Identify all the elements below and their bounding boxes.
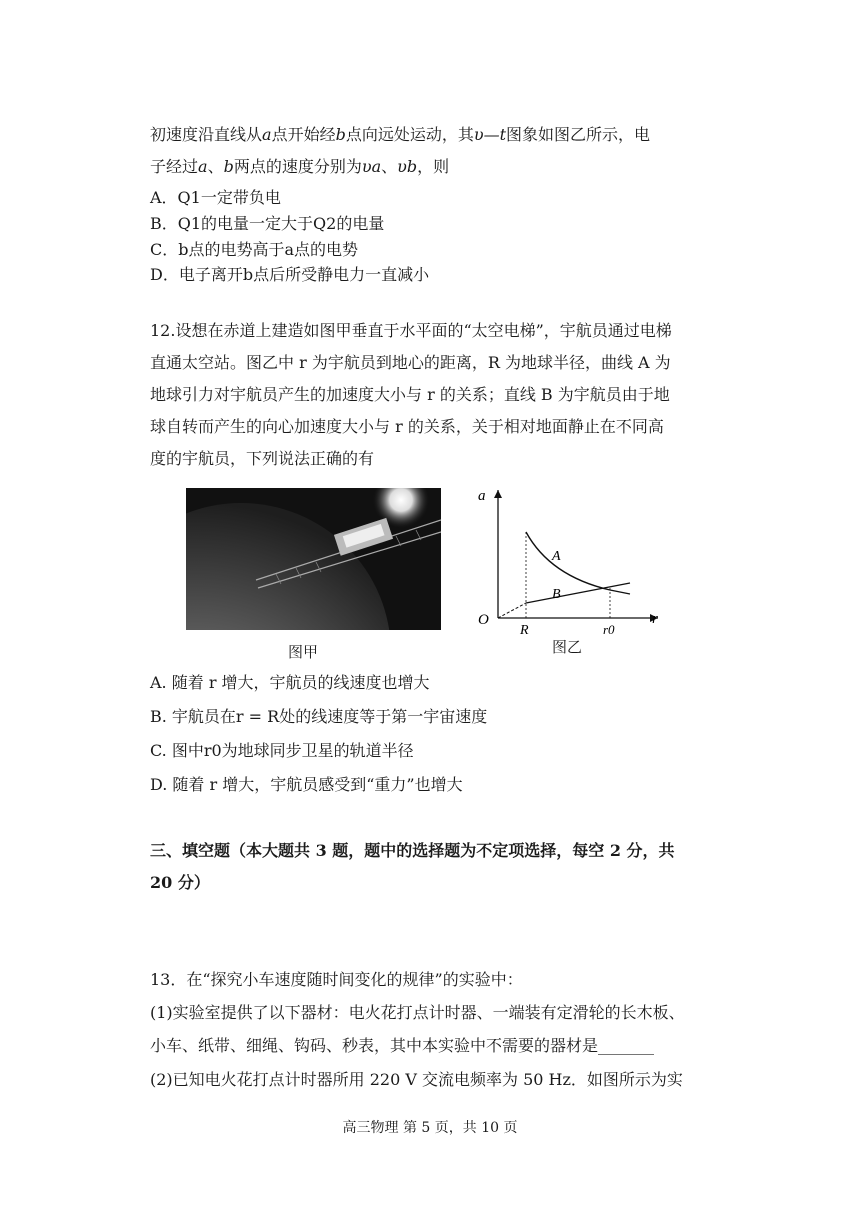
section-3-heading-line-1: 三、填空题（本大题共 3 题，题中的选择题为不定项选择，每空 2 分，共 [150,841,675,860]
graph-y-label: a [478,488,486,504]
figure-jia-caption: 图甲 [288,643,319,661]
graph-curve-A-label: A [552,549,561,564]
figure-yi-caption: 图乙 [552,638,583,656]
q12-line-2: 直通太空站。图乙中 r 为宇航员到地心的距离，R 为地球半径，曲线 A 为 [150,353,671,372]
q11-option-a: A．Q1一定带负电 [150,188,281,207]
q11-option-b: B．Q1的电量一定大于Q2的电量 [150,214,385,233]
space-elevator-photo [186,488,441,630]
q13-line-1: 13．在“探究小车速度随时间变化的规律”的实验中： [150,970,523,989]
a-r-graph [470,486,670,636]
q13-line-3: 小车、纸带、细绳、钩码、秒表，其中本实验中不需要的器材是_______ [150,1036,655,1055]
q13-line-2: (1)实验室提供了以下器材：电火花打点计时器、一端装有定滑轮的长木板、 [150,1003,685,1022]
q11-option-c: C．b点的电势高于a点的电势 [150,240,359,259]
graph-tick-r0: r0 [603,622,615,636]
q12-line-4: 球自转而产生的向心加速度大小与 r 的关系，关于相对地面静止在不同高 [150,417,664,436]
q11-line-1: 初速度沿直线从a点开始经b点向远处运动，其υ—t图象如图乙所示，电 [150,125,651,144]
q13-line-4: (2)已知电火花打点计时器所用 220 V 交流电频率为 50 Hz．如图所示为实 [150,1070,683,1089]
q12-option-c: C. 图中r0为地球同步卫星的轨道半径 [150,741,414,760]
q11-line-2: 子经过a、b两点的速度分别为υa、υb，则 [150,157,450,176]
q12-option-a: A. 随着 r 增大，宇航员的线速度也增大 [150,673,430,692]
graph-origin-label: O [478,612,489,628]
graph-curve-B-label: B [552,587,561,602]
graph-x-label: r [652,611,658,627]
q12-line-1: 12.设想在赤道上建造如图甲垂直于水平面的“太空电梯”，宇航员通过电梯 [150,321,672,340]
section-3-heading-line-2: 20 分） [150,873,210,892]
graph-tick-R: R [520,623,529,636]
q12-line-5: 度的宇航员，下列说法正确的有 [150,449,375,468]
page-footer: 高三物理 第 5 页，共 10 页 [342,1120,518,1136]
q12-option-d: D. 随着 r 增大，宇航员感受到“重力”也增大 [150,775,463,794]
q12-line-3: 地球引力对宇航员产生的加速度大小与 r 的关系；直线 B 为宇航员由于地 [150,385,670,404]
q12-option-b: B. 宇航员在r = R处的线速度等于第一宇宙速度 [150,707,488,726]
q11-option-d: D．电子离开b点后所受静电力一直减小 [150,265,430,284]
